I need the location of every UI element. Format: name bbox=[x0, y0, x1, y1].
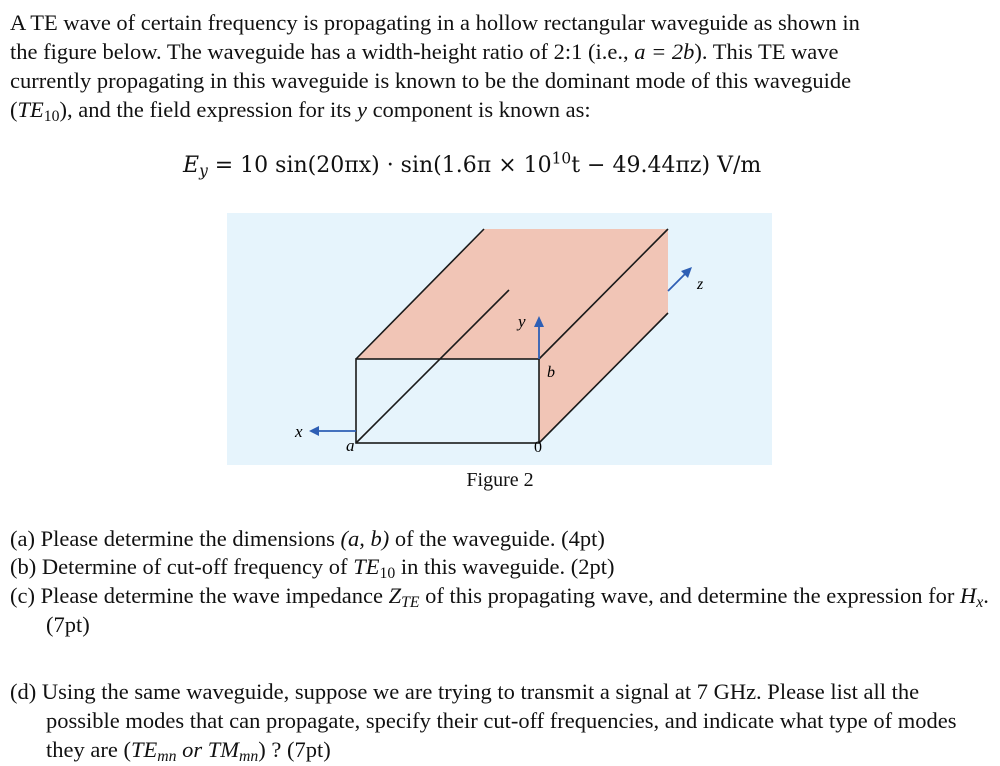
question-a-prefix: (a) Please determine the dimensions bbox=[10, 526, 335, 551]
figure-caption: Figure 2 bbox=[466, 469, 534, 491]
question-c-suffix: . (7pt) bbox=[46, 583, 989, 637]
y-label: y bbox=[518, 312, 526, 331]
question-b-mode: TE bbox=[353, 554, 380, 579]
question-d-te-sub: mn bbox=[157, 747, 177, 765]
waveguide-figure bbox=[227, 213, 772, 465]
question-a bbox=[10, 524, 996, 553]
question-c-z-sub: TE bbox=[401, 593, 420, 611]
question-b bbox=[10, 552, 996, 581]
question-d-suffix: ? (7pt) bbox=[271, 737, 331, 762]
intro-paragraph: A TE wave of certain frequency is propagating in a hollow rectangular waveguide as shown in the figure below. The waveguide has a width-height ratio of 2:1 (i.e., a = 2b). This TE wave currently propagating in this waveguide is known to be the dominant mode of this waveguide $(TE_{10})$, and the field expression for its y component is known as: bbox=[10, 10, 860, 125]
question-d-text: (d) Using the same waveguide, suppose we are trying to transmit a signal at 7 GHz. Please list all the possible modes that can propagate, specify their cut-off frequencies, and indicate what type of modes they are bbox=[10, 679, 957, 762]
component-var: y bbox=[356, 97, 367, 122]
intro-line-4-mid: ), and the field expression for its bbox=[59, 97, 352, 122]
question-b-prefix: (b) Determine of cut-off frequency of bbox=[10, 554, 348, 579]
intro-line-1: A TE wave of certain frequency is propagating in a hollow rectangular waveguide as shown in bbox=[10, 10, 860, 35]
b-label: b bbox=[547, 364, 555, 381]
mode-te-sub: 10 bbox=[43, 107, 60, 125]
question-b-suffix: in this waveguide. (2pt) bbox=[400, 554, 615, 579]
question-c-middle: of this propagating wave, and determine the expression for bbox=[425, 583, 955, 608]
question-c-h: H bbox=[959, 583, 977, 608]
equation-part-1: = 10 sin(20πx) · sin(1.6π × 10 bbox=[207, 153, 552, 178]
question-d: (d) Using the same waveguide, suppose we are trying to transmit a signal at 7 GHz. Please list all the possible modes that can propagate, specify their cut-off frequencies, and indicate what type of modes they are ($TE_{mn}$ or $TM_{mn}$) ? (7pt) bbox=[10, 679, 957, 765]
ratio-math: a = 2b bbox=[634, 39, 695, 64]
front-face bbox=[356, 359, 539, 443]
z-axis-line bbox=[668, 272, 687, 291]
equation-exponent: 10 bbox=[551, 149, 572, 168]
question-d-te: TE bbox=[130, 737, 158, 762]
question-c-z: Z bbox=[388, 583, 402, 608]
z-label: z bbox=[697, 276, 704, 293]
question-b-mode-sub: 10 bbox=[379, 564, 396, 582]
intro-line-2: the figure below. The waveguide has a width-height ratio of 2:1 (i.e., bbox=[10, 39, 629, 64]
intro-line-2-end: ). This TE wave bbox=[694, 39, 839, 64]
question-d-or: or bbox=[176, 737, 208, 762]
question-d-tm-sub: mn bbox=[239, 747, 259, 765]
mode-te: TE bbox=[17, 97, 44, 122]
waveguide-diagram bbox=[227, 213, 772, 465]
question-a-math: (a, b) bbox=[340, 526, 390, 551]
x-axis-arrow bbox=[309, 426, 319, 436]
question-c-prefix: (c) Please determine the wave impedance bbox=[10, 583, 383, 608]
x-label: x bbox=[295, 422, 303, 441]
question-c bbox=[10, 581, 996, 639]
intro-line-3: currently propagating in this waveguide is known to be the dominant mode of this waveguide bbox=[10, 68, 852, 93]
a-label: a bbox=[346, 436, 355, 455]
equation-part-2: t − 49.44πz) V/m bbox=[571, 153, 762, 178]
field-equation bbox=[183, 149, 762, 180]
question-d-tm: TM bbox=[207, 737, 240, 762]
intro-line-4-end: component is known as: bbox=[372, 97, 591, 122]
origin-label: 0 bbox=[534, 439, 542, 456]
question-c-h-sub: x bbox=[976, 593, 984, 611]
equation-lhs-sub: y bbox=[199, 161, 208, 180]
equation-lhs: E bbox=[183, 153, 200, 178]
question-a-suffix: of the waveguide. (4pt) bbox=[394, 526, 605, 551]
